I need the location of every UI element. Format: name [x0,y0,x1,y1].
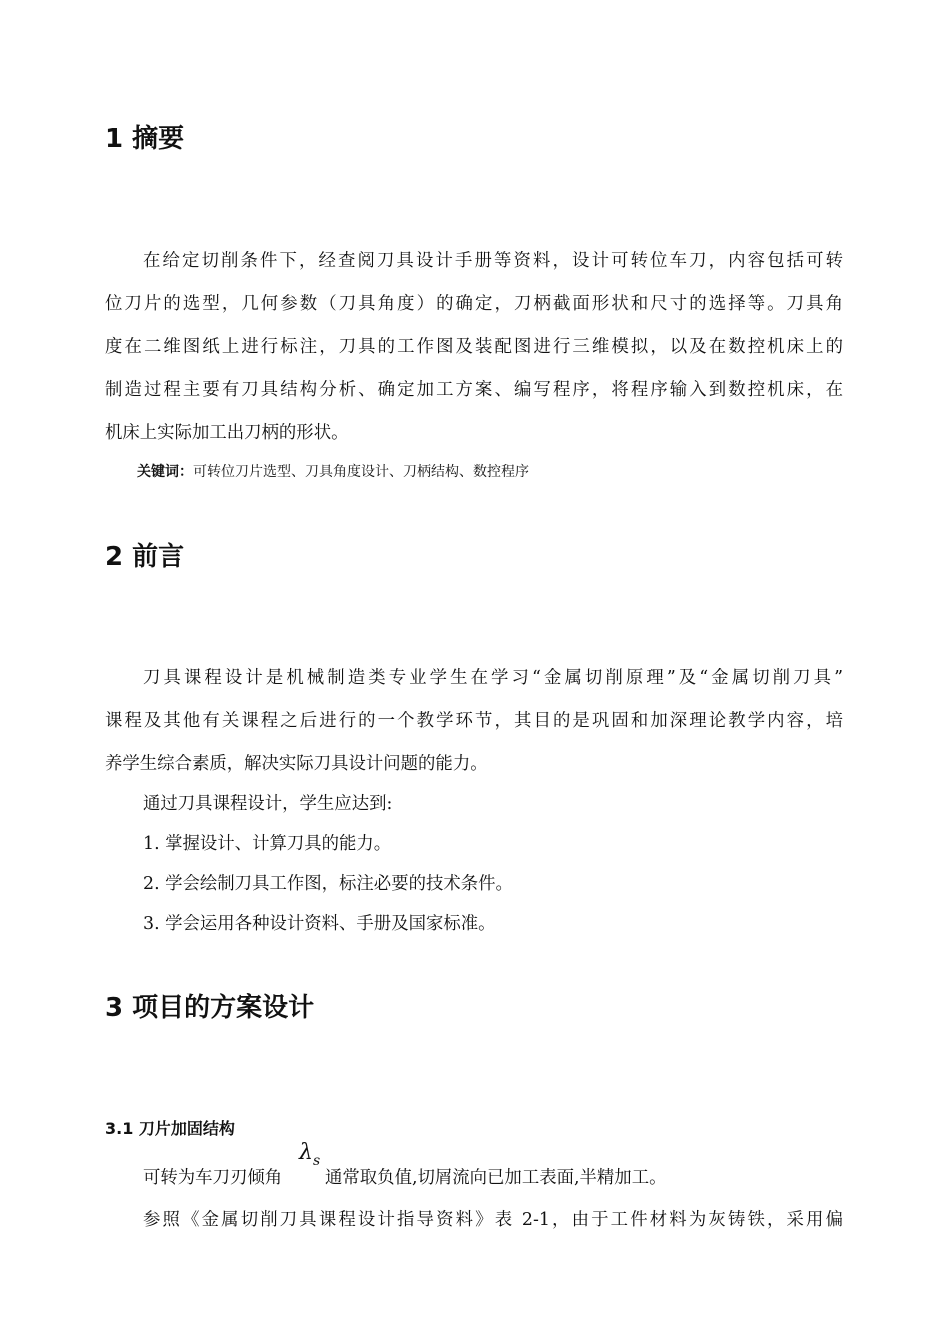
section-heading-design: 3 项目的方案设计 [105,993,315,1023]
section-heading-abstract: 1 摘要 [105,124,185,154]
design-line-1-before: 可转为车刀刃倾角 [143,1168,283,1188]
lambda-s-symbol: $\lambda_s$ [299,1140,321,1169]
preface-line-1: 刀具课程设计是机械制造类专业学生在学习“金属切削原理”及“金属切削刀具” [143,668,843,688]
abstract-line-2: 位刀片的选型，几何参数（刀具角度）的确定，刀柄截面形状和尺寸的选择等。刀具角 [105,294,843,314]
abstract-line-4: 制造过程主要有刀具结构分析、确定加工方案、编写程序，将程序输入到数控机床，在 [105,380,843,400]
preface-line-3: 养学生综合素质，解决实际刀具设计问题的能力。 [105,754,488,774]
abstract-line-3: 度在二维图纸上进行标注，刀具的工作图及装配图进行三维模拟，以及在数控机床上的 [105,337,843,357]
preface-intro: 通过刀具课程设计，学生应达到: [143,794,393,814]
subsection-heading-insert-clamping: 3.1 刀片加固结构 [105,1119,235,1138]
preface-item-1: 1. 掌握设计、计算刀具的能力。 [143,834,392,854]
keywords-line [137,462,529,482]
preface-line-2: 课程及其他有关课程之后进行的一个教学环节，其目的是巩固和加深理论教学内容，培 [105,711,843,731]
design-line-2: 参照《金属切削刀具课程设计指导资料》表 2-1，由于工件材料为灰铸铁，采用偏 [143,1210,843,1230]
section-heading-preface: 2 前言 [105,542,185,572]
preface-item-2: 2. 学会绘制刀具工作图，标注必要的技术条件。 [143,874,513,894]
preface-item-3: 3. 学会运用各种设计资料、手册及国家标准。 [143,914,496,934]
abstract-line-1: 在给定切削条件下，经查阅刀具设计手册等资料，设计可转位车刀，内容包括可转 [143,251,843,271]
abstract-line-5: 机床上实际加工出刀柄的形状。 [105,423,349,443]
keywords-text: 可转位刀片选型、刀具角度设计、刀柄结构、数控程序 [193,464,529,480]
design-line-1-after: 通常取负值,切屑流向已加工表面,半精加工。 [325,1168,667,1188]
keywords-label: 关键词： [137,464,193,480]
